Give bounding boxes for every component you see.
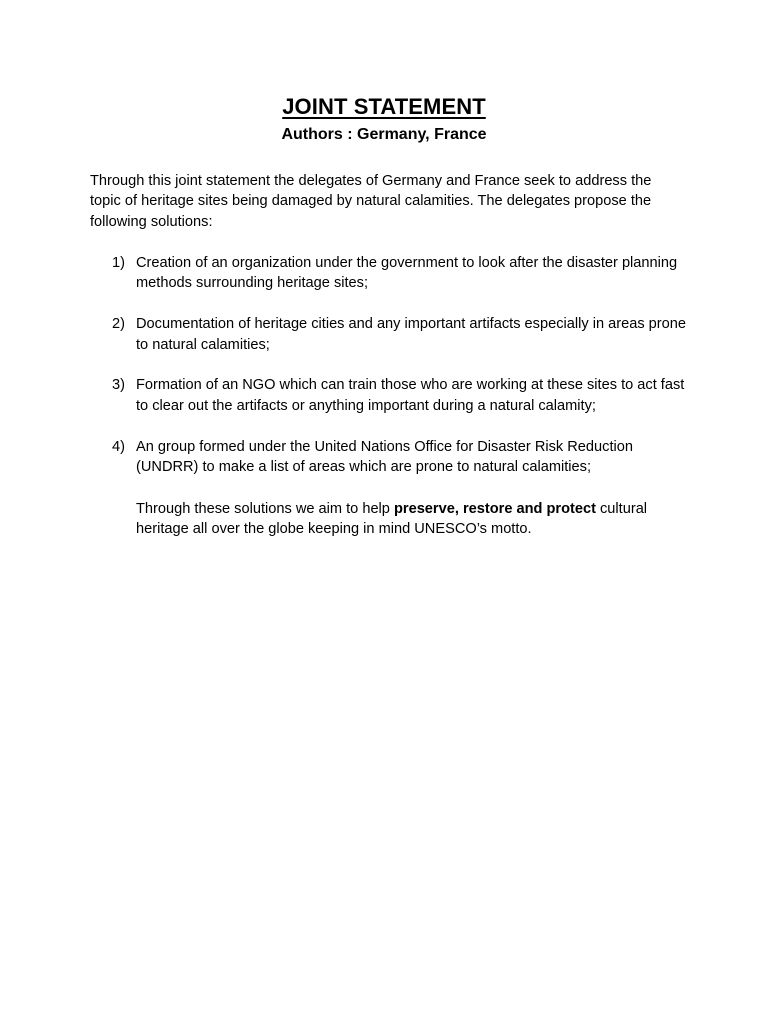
document-title: JOINT STATEMENT (282, 94, 486, 119)
document-authors: Authors : Germany, France (281, 126, 487, 143)
solution-text: Formation of an NGO which can train those who are working at these sites to act fast to clear out the artifacts or anything important during a natural calamity; (136, 377, 685, 414)
solution-text: Documentation of heritage cities and any important artifacts especially in areas prone to natural calamities; (136, 316, 686, 353)
solution-number: 3) (112, 377, 125, 394)
intro-paragraph: Through this joint statement the delegates of Germany and France seek to address the topic of heritage sites being damaged by natural calamities. The delegates propose the following solutions: (90, 173, 652, 230)
solutions-list (90, 253, 686, 498)
solution-item-2 (90, 314, 686, 355)
solution-number: 2) (112, 316, 125, 333)
solution-item-4 (90, 437, 686, 478)
solution-text: An group formed under the United Nations Office for Disaster Risk Reduction (UNDRR) to make a list of areas which are prone to natural calamities; (136, 438, 633, 476)
solution-number: 4) (112, 438, 125, 455)
conclusion-emphasis: preserve, restore and protect (393, 501, 596, 517)
conclusion-paragraph (136, 499, 681, 540)
solution-text: Creation of an organization under the government to look after the disaster planning methods surrounding heritage sites; (136, 255, 678, 292)
solution-number: 1) (112, 255, 125, 271)
solution-item-3 (90, 375, 686, 416)
conclusion-text-before: Through these solutions we aim to help (136, 501, 394, 517)
conclusion-text-after: cultural heritage all over the globe keeping in mind UNESCO’s motto. (136, 501, 648, 538)
solution-item-1 (90, 253, 686, 294)
